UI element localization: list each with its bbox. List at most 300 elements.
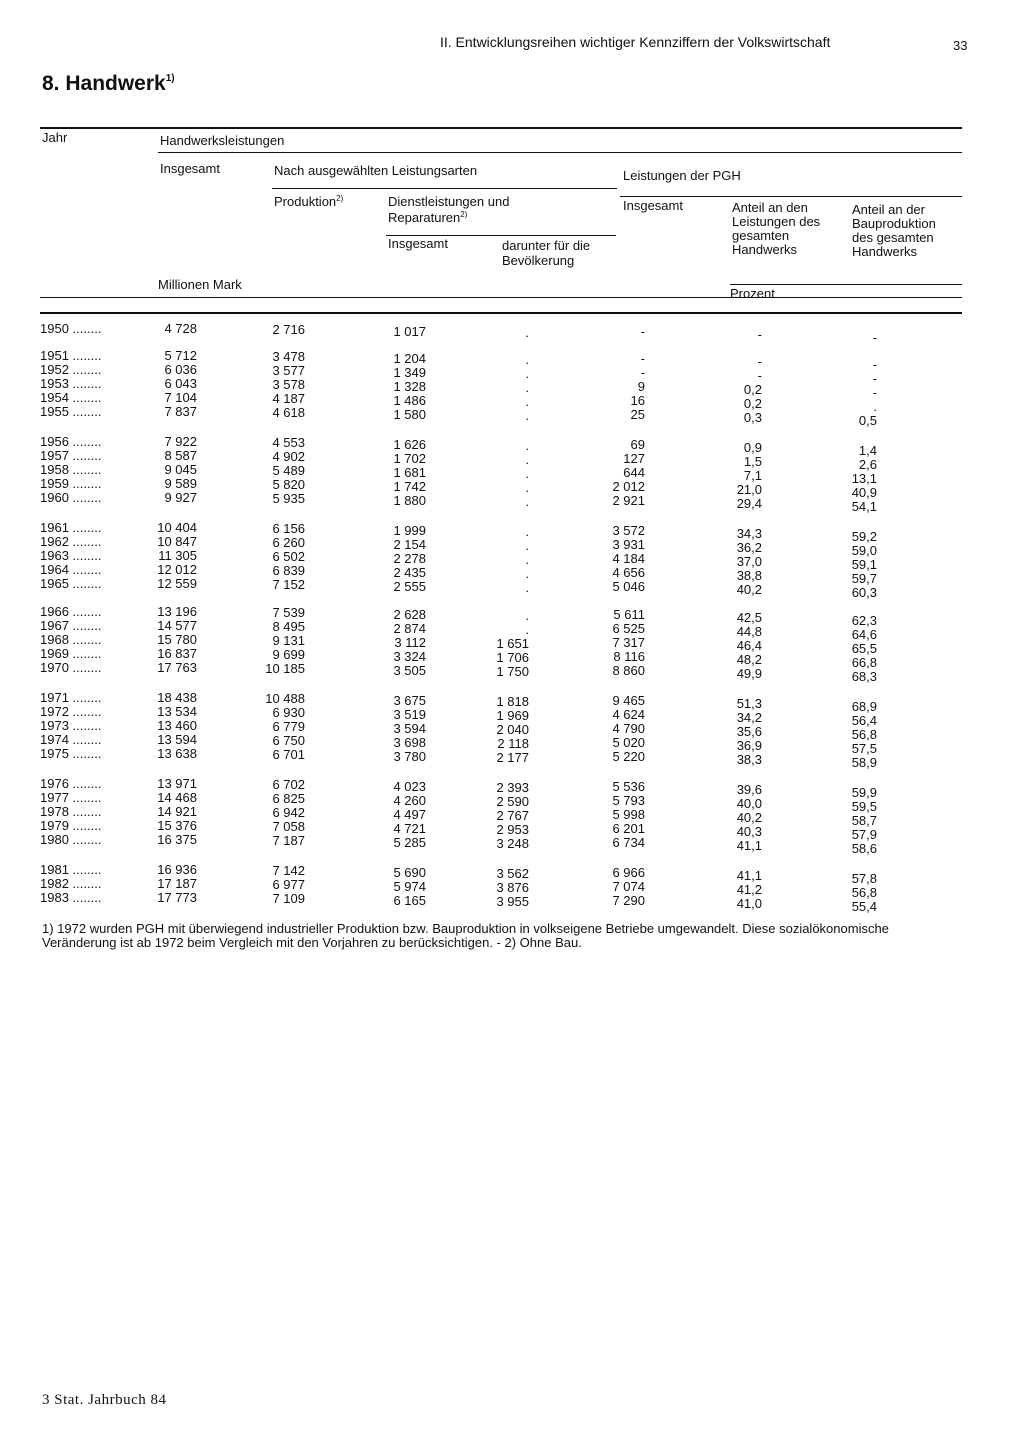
cell-bevoelkerung: 3 876 (496, 880, 529, 896)
cell-pgh-insgesamt: 9 (637, 379, 645, 395)
table-row-year: 1981 ........ (40, 862, 102, 877)
cell-pgh-insgesamt: 2 012 (612, 479, 645, 495)
cell-anteil-leistungen: 0,9 (743, 440, 762, 455)
unit-label-millionen: Millionen Mark (158, 277, 242, 292)
cell-anteil-bauproduktion: - (872, 330, 877, 345)
cell-dienstleistungen: 3 780 (393, 749, 426, 765)
cell-pgh-insgesamt: 4 656 (612, 565, 645, 581)
cell-pgh-insgesamt: 7 290 (612, 893, 645, 909)
table-row-year: 1965 ........ (40, 576, 102, 592)
cell-produktion: 4 902 (272, 449, 305, 465)
cell-bevoelkerung: . (525, 394, 529, 410)
cell-insgesamt: 16 375 (157, 832, 197, 848)
cell-anteil-leistungen: 7,1 (743, 468, 762, 484)
cell-insgesamt: 16 936 (157, 862, 197, 877)
cell-insgesamt: 12 012 (157, 562, 197, 578)
cell-dienstleistungen: 5 690 (393, 865, 426, 880)
table-row-year: 1956 ........ (40, 434, 102, 449)
cell-produktion: 5 820 (272, 477, 305, 493)
col-header-anteil-bau-line1: Anteil an der (852, 202, 925, 217)
cell-pgh-insgesamt: 2 921 (612, 493, 645, 509)
cell-pgh-insgesamt: - (640, 324, 645, 339)
cell-pgh-insgesamt: 6 966 (612, 865, 645, 880)
cell-produktion: 6 930 (272, 705, 305, 721)
cell-produktion: 10 185 (265, 661, 305, 677)
cell-produktion: 7 539 (272, 605, 305, 620)
cell-anteil-leistungen: 34,2 (736, 710, 762, 726)
cell-anteil-bauproduktion: 59,5 (851, 799, 877, 815)
col-header-produktion-note: 2) (336, 194, 344, 203)
cell-produktion: 6 942 (272, 805, 305, 821)
cell-anteil-leistungen: 41,1 (736, 838, 762, 854)
cell-anteil-leistungen: 44,8 (736, 624, 762, 640)
cell-dienstleistungen: 1 204 (393, 351, 426, 366)
unit-label-prozent: Prozent (730, 286, 775, 301)
table-row-year: 1975 ........ (40, 746, 102, 762)
cell-produktion: 6 502 (272, 549, 305, 565)
cell-anteil-leistungen: 1,5 (743, 454, 762, 470)
cell-anteil-leistungen: 0,2 (743, 396, 762, 412)
cell-insgesamt: 9 927 (164, 490, 197, 506)
cell-anteil-leistungen: 49,9 (736, 666, 762, 682)
cell-produktion: 6 825 (272, 791, 305, 807)
col-header-bevoelkerung-line2: Bevölkerung (502, 253, 575, 268)
table-row-year: 1977 ........ (40, 790, 102, 806)
cell-bevoelkerung: . (525, 622, 529, 638)
group-header-leistungsarten: Nach ausgewählten Leistungsarten (274, 163, 478, 178)
cell-anteil-bauproduktion: 2,6 (858, 457, 877, 473)
col-header-pgh-insgesamt: Insgesamt (623, 198, 683, 213)
cell-produktion: 7 152 (272, 577, 305, 593)
cell-pgh-insgesamt: 3 931 (612, 537, 645, 553)
table-row-year: 1983 ........ (40, 890, 102, 906)
section-title (42, 72, 175, 96)
cell-dienstleistungen: 1 880 (393, 493, 426, 509)
cell-insgesamt: 15 376 (157, 818, 197, 834)
table-row-year: 1954 ........ (40, 390, 102, 406)
cell-anteil-leistungen: 38,3 (736, 752, 762, 768)
table-row-year: 1966 ........ (40, 604, 102, 619)
cell-anteil-bauproduktion: 60,3 (851, 585, 877, 601)
cell-pgh-insgesamt: 9 465 (612, 693, 645, 708)
cell-bevoelkerung: 2 118 (497, 736, 529, 752)
cell-anteil-bauproduktion: 68,9 (851, 699, 877, 714)
group-header-dienstleistungen-text: Reparaturen (388, 210, 461, 225)
group-header-handwerksleistungen: Handwerksleistungen (160, 133, 285, 148)
cell-dienstleistungen: 2 628 (393, 607, 426, 622)
cell-bevoelkerung: . (525, 380, 529, 396)
cell-produktion: 7 058 (272, 819, 305, 835)
cell-pgh-insgesamt: 3 572 (612, 523, 645, 538)
running-head: II. Entwicklungsreihen wichtiger Kennziffern der Volkswirtschaft (440, 34, 831, 50)
cell-produktion: 2 716 (272, 322, 305, 337)
cell-bevoelkerung: . (525, 408, 529, 424)
cell-insgesamt: 17 773 (157, 890, 197, 906)
cell-produktion: 4 618 (272, 405, 305, 421)
cell-anteil-bauproduktion: 58,7 (851, 813, 877, 829)
cell-dienstleistungen: 3 675 (393, 693, 426, 708)
col-header-dl-insgesamt: Insgesamt (388, 236, 448, 251)
bottom-code: 3 Stat. Jahrbuch 84 (42, 1392, 167, 1408)
cell-dienstleistungen: 5 974 (393, 879, 426, 895)
cell-bevoelkerung: . (525, 452, 529, 468)
cell-bevoelkerung: . (525, 552, 529, 568)
cell-produktion: 3 478 (272, 349, 305, 364)
cell-insgesamt: 9 589 (164, 476, 197, 492)
rule-handwerksleistungen (158, 152, 962, 153)
cell-dienstleistungen: 4 497 (393, 807, 426, 823)
cell-insgesamt: 13 460 (157, 718, 197, 734)
cell-dienstleistungen: 1 681 (393, 465, 426, 481)
table-row-year: 1964 ........ (40, 562, 102, 578)
cell-pgh-insgesamt: 644 (623, 465, 645, 481)
cell-bevoelkerung: . (525, 538, 529, 554)
cell-bevoelkerung: 1 706 (496, 650, 529, 666)
cell-insgesamt: 6 036 (164, 362, 197, 378)
col-header-anteil-leistungen-line1: Anteil an den (732, 200, 808, 215)
cell-insgesamt: 13 534 (157, 704, 197, 720)
table-row-year: 1982 ........ (40, 876, 102, 892)
cell-anteil-bauproduktion: 56,8 (851, 885, 877, 901)
cell-bevoelkerung: . (525, 480, 529, 496)
cell-anteil-leistungen: 40,3 (736, 824, 762, 840)
cell-anteil-leistungen: 38,8 (736, 568, 762, 584)
cell-dienstleistungen: 3 324 (393, 649, 426, 665)
cell-anteil-bauproduktion: 59,7 (851, 571, 877, 587)
cell-dienstleistungen: 3 594 (393, 721, 426, 737)
cell-insgesamt: 7 922 (164, 434, 197, 449)
table-row-year: 1951 ........ (40, 348, 102, 363)
cell-anteil-leistungen: 51,3 (736, 696, 762, 711)
table-row-year: 1972 ........ (40, 704, 102, 720)
cell-bevoelkerung: 3 562 (496, 866, 529, 881)
rule-units (40, 297, 962, 298)
cell-pgh-insgesamt: 5 536 (612, 779, 645, 794)
cell-produktion: 9 131 (272, 633, 305, 649)
cell-dienstleistungen: 1 328 (393, 379, 426, 395)
cell-produktion: 7 142 (272, 863, 305, 878)
cell-bevoelkerung: . (525, 438, 529, 453)
cell-pgh-insgesamt: - (640, 351, 645, 366)
cell-produktion: 10 488 (265, 691, 305, 706)
cell-dienstleistungen: 2 435 (393, 565, 426, 581)
group-header-dienstleistungen-line2 (388, 208, 467, 225)
cell-anteil-bauproduktion: 56,4 (851, 713, 877, 729)
cell-anteil-leistungen: 21,0 (736, 482, 762, 498)
cell-insgesamt: 13 971 (157, 776, 197, 791)
cell-anteil-leistungen: 46,4 (736, 638, 762, 654)
cell-bevoelkerung: 2 767 (496, 808, 529, 824)
table-row-year: 1952 ........ (40, 362, 102, 378)
section-title-text: 8. Handwerk (42, 72, 166, 95)
cell-anteil-bauproduktion: 65,5 (851, 641, 877, 657)
cell-anteil-bauproduktion: . (873, 399, 877, 415)
cell-anteil-leistungen: 40,2 (736, 810, 762, 826)
cell-produktion: 4 187 (272, 391, 305, 407)
cell-anteil-bauproduktion: 55,4 (851, 899, 877, 915)
cell-pgh-insgesamt: 4 624 (612, 707, 645, 723)
table-row-year: 1959 ........ (40, 476, 102, 492)
cell-pgh-insgesamt: 127 (623, 451, 645, 467)
col-header-anteil-leistungen-line3: gesamten (732, 228, 790, 243)
cell-anteil-leistungen: - (757, 368, 762, 384)
cell-produktion: 4 553 (272, 435, 305, 450)
cell-produktion: 7 187 (272, 833, 305, 849)
cell-pgh-insgesamt: 5 611 (613, 607, 645, 622)
cell-anteil-bauproduktion: 59,2 (851, 529, 877, 544)
cell-anteil-leistungen: 37,0 (736, 554, 762, 570)
cell-bevoelkerung: . (525, 366, 529, 382)
cell-pgh-insgesamt: 69 (630, 437, 645, 452)
cell-anteil-leistungen: 29,4 (736, 496, 762, 512)
cell-anteil-bauproduktion: 13,1 (851, 471, 877, 487)
cell-anteil-bauproduktion: 57,8 (851, 871, 877, 886)
table-header-bottom-rule (40, 312, 962, 314)
cell-produktion: 5 489 (272, 463, 305, 479)
col-header-produktion-text: Produktion (274, 194, 337, 209)
rule-pgh (620, 196, 962, 197)
cell-insgesamt: 14 577 (157, 618, 197, 634)
cell-insgesamt: 17 763 (157, 660, 197, 676)
cell-insgesamt: 4 728 (164, 321, 197, 336)
cell-insgesamt: 7 104 (164, 390, 197, 406)
cell-dienstleistungen: 2 555 (393, 579, 426, 595)
cell-anteil-leistungen: 34,3 (736, 526, 762, 541)
col-header-insgesamt: Insgesamt (160, 161, 220, 176)
cell-dienstleistungen: 2 874 (393, 621, 426, 637)
cell-produktion: 6 750 (272, 733, 305, 749)
table-row-year: 1979 ........ (40, 818, 102, 834)
col-header-anteil-leistungen-line2: Leistungen des (732, 214, 821, 229)
cell-bevoelkerung: . (525, 580, 529, 596)
cell-dienstleistungen: 3 112 (394, 635, 426, 651)
cell-anteil-leistungen: 41,0 (736, 896, 762, 912)
cell-anteil-leistungen: 42,5 (736, 610, 762, 625)
cell-insgesamt: 13 196 (157, 604, 197, 619)
cell-anteil-bauproduktion: 58,6 (851, 841, 877, 857)
cell-anteil-leistungen: 41,1 (736, 868, 762, 883)
group-header-dienstleistungen-line1: Dienstleistungen und (388, 194, 510, 209)
table-row-year: 1958 ........ (40, 462, 102, 478)
cell-dienstleistungen: 3 698 (393, 735, 426, 751)
cell-insgesamt: 16 837 (157, 646, 197, 662)
cell-anteil-bauproduktion: - (872, 357, 877, 372)
cell-produktion: 6 260 (272, 535, 305, 551)
group-header-pgh: Leistungen der PGH (623, 168, 741, 183)
table-row-year: 1978 ........ (40, 804, 102, 820)
cell-insgesamt: 14 921 (157, 804, 197, 820)
cell-pgh-insgesamt: 8 860 (612, 663, 645, 679)
cell-bevoelkerung: . (525, 325, 529, 340)
cell-pgh-insgesamt: 7 317 (612, 635, 645, 651)
cell-pgh-insgesamt: 8 116 (613, 649, 645, 665)
col-header-anteil-bau-line3: des gesamten (852, 230, 934, 245)
cell-anteil-bauproduktion: 1,4 (858, 443, 877, 458)
table-row-year: 1961 ........ (40, 520, 102, 535)
cell-bevoelkerung: 3 955 (496, 894, 529, 910)
cell-anteil-leistungen: 39,6 (736, 782, 762, 797)
table-row-year: 1968 ........ (40, 632, 102, 648)
cell-pgh-insgesamt: 5 793 (612, 793, 645, 809)
table-row-year: 1974 ........ (40, 732, 102, 748)
cell-insgesamt: 6 043 (164, 376, 197, 392)
cell-insgesamt: 10 847 (157, 534, 197, 550)
cell-produktion: 6 779 (272, 719, 305, 735)
cell-bevoelkerung: . (525, 466, 529, 482)
cell-bevoelkerung: . (525, 494, 529, 510)
cell-pgh-insgesamt: 5 020 (612, 735, 645, 751)
page-number: 33 (953, 38, 968, 53)
table-row-year: 1969 ........ (40, 646, 102, 662)
table-row-year: 1973 ........ (40, 718, 102, 734)
cell-insgesamt: 8 587 (164, 448, 197, 464)
cell-anteil-bauproduktion: 62,3 (851, 613, 877, 628)
cell-anteil-leistungen: 40,2 (736, 582, 762, 598)
cell-bevoelkerung: 2 590 (496, 794, 529, 810)
cell-anteil-bauproduktion: 57,5 (851, 741, 877, 757)
cell-anteil-bauproduktion: 59,0 (851, 543, 877, 559)
cell-pgh-insgesamt: 7 074 (612, 879, 645, 895)
cell-insgesamt: 7 837 (164, 404, 197, 420)
cell-anteil-bauproduktion: 58,9 (851, 755, 877, 771)
cell-bevoelkerung: . (525, 524, 529, 539)
cell-produktion: 3 577 (272, 363, 305, 379)
cell-bevoelkerung: 1 651 (496, 636, 529, 652)
cell-dienstleistungen: 2 278 (393, 551, 426, 567)
cell-anteil-bauproduktion: 66,8 (851, 655, 877, 671)
cell-insgesamt: 13 594 (157, 732, 197, 748)
col-header-year: Jahr (42, 130, 68, 145)
cell-produktion: 6 702 (272, 777, 305, 792)
cell-anteil-bauproduktion: 57,9 (851, 827, 877, 843)
cell-dienstleistungen: 4 023 (393, 779, 426, 794)
table-row-year: 1957 ........ (40, 448, 102, 464)
group-header-dienstleistungen-note: 2) (460, 210, 468, 219)
table-top-rule (40, 127, 962, 129)
cell-dienstleistungen: 3 505 (393, 663, 426, 679)
col-header-produktion (274, 192, 343, 209)
cell-pgh-insgesamt: - (640, 365, 645, 381)
table-row-year: 1980 ........ (40, 832, 102, 848)
col-header-bevoelkerung-line1: darunter für die (502, 238, 591, 253)
table-row-year: 1976 ........ (40, 776, 102, 791)
cell-anteil-bauproduktion: 54,1 (851, 499, 877, 515)
rule-leistungsarten (272, 188, 617, 189)
table-row-year: 1970 ........ (40, 660, 102, 676)
cell-bevoelkerung: 2 953 (496, 822, 529, 838)
table-row-year: 1967 ........ (40, 618, 102, 634)
cell-dienstleistungen: 4 260 (393, 793, 426, 809)
cell-insgesamt: 12 559 (157, 576, 197, 592)
cell-dienstleistungen: 1 702 (393, 451, 426, 467)
cell-dienstleistungen: 5 285 (393, 835, 426, 851)
cell-insgesamt: 11 305 (158, 548, 197, 564)
cell-anteil-bauproduktion: 68,3 (851, 669, 877, 685)
col-header-anteil-bau-line2: Bauproduktion (852, 216, 936, 231)
footnote: 1) 1972 wurden PGH mit überwiegend industrieller Produktion bzw. Bauproduktion in volkseigene Betriebe umgewandelt. Diese sozialökonomische Veränderung ist ab 1972 beim Vergleich mit den Vorjahren zu berücksichtigen. - 2) Ohne Bau. (42, 921, 889, 950)
cell-pgh-insgesamt: 5 220 (612, 749, 645, 765)
cell-anteil-leistungen: 0,3 (743, 410, 762, 426)
cell-dienstleistungen: 1 017 (393, 324, 426, 339)
cell-produktion: 6 839 (272, 563, 305, 579)
section-title-note: 1) (165, 73, 175, 84)
cell-dienstleistungen: 1 999 (393, 523, 426, 538)
cell-insgesamt: 18 438 (157, 690, 197, 705)
cell-pgh-insgesamt: 6 201 (612, 821, 645, 837)
col-header-anteil-leistungen-line4: Handwerks (732, 242, 798, 257)
cell-dienstleistungen: 1 349 (393, 365, 426, 381)
cell-dienstleistungen: 1 486 (393, 393, 426, 409)
cell-anteil-leistungen: 35,6 (736, 724, 762, 740)
cell-pgh-insgesamt: 4 790 (612, 721, 645, 737)
cell-dienstleistungen: 1 580 (393, 407, 426, 423)
cell-anteil-leistungen: 40,0 (736, 796, 762, 812)
table-row-year: 1971 ........ (40, 690, 102, 705)
table-row-year: 1963 ........ (40, 548, 102, 564)
cell-anteil-bauproduktion: 64,6 (851, 627, 877, 643)
cell-produktion: 6 977 (272, 877, 305, 893)
cell-anteil-leistungen: 41,2 (736, 882, 762, 898)
cell-anteil-leistungen: 48,2 (736, 652, 762, 668)
table-row-year: 1960 ........ (40, 490, 102, 506)
cell-anteil-bauproduktion: 56,8 (851, 727, 877, 743)
cell-produktion: 3 578 (272, 377, 305, 393)
rule-prozent (730, 284, 962, 285)
cell-anteil-leistungen: 36,2 (736, 540, 762, 556)
cell-bevoelkerung: 2 393 (496, 780, 529, 795)
table-row-year: 1962 ........ (40, 534, 102, 550)
cell-dienstleistungen: 1 742 (393, 479, 426, 495)
cell-pgh-insgesamt: 4 184 (612, 551, 645, 567)
cell-pgh-insgesamt: 6 734 (612, 835, 645, 851)
cell-anteil-bauproduktion: 40,9 (851, 485, 877, 501)
cell-bevoelkerung: 3 248 (496, 836, 529, 852)
cell-produktion: 5 935 (272, 491, 305, 507)
cell-bevoelkerung: 2 040 (496, 722, 529, 738)
cell-insgesamt: 9 045 (164, 462, 197, 478)
cell-bevoelkerung: 1 818 (496, 694, 529, 709)
cell-bevoelkerung: . (525, 566, 529, 582)
cell-pgh-insgesamt: 5 046 (612, 579, 645, 595)
cell-produktion: 6 156 (272, 521, 305, 536)
cell-dienstleistungen: 6 165 (393, 893, 426, 909)
cell-anteil-leistungen: 0,2 (743, 382, 762, 398)
cell-produktion: 9 699 (272, 647, 305, 663)
cell-produktion: 7 109 (272, 891, 305, 907)
cell-dienstleistungen: 4 721 (393, 821, 426, 837)
cell-dienstleistungen: 1 626 (393, 437, 426, 452)
cell-bevoelkerung: 2 177 (496, 750, 529, 766)
cell-produktion: 6 701 (272, 747, 305, 763)
cell-anteil-bauproduktion: 0,5 (858, 413, 877, 429)
col-header-anteil-bau-line4: Handwerks (852, 244, 918, 259)
cell-pgh-insgesamt: 6 525 (612, 621, 645, 637)
cell-produktion: 8 495 (272, 619, 305, 635)
cell-anteil-leistungen: - (757, 354, 762, 369)
cell-anteil-bauproduktion: - (872, 385, 877, 401)
table-row-year: 1950 ........ (40, 321, 102, 336)
cell-pgh-insgesamt: 16 (630, 393, 645, 409)
cell-anteil-bauproduktion: 59,1 (851, 557, 877, 573)
cell-anteil-bauproduktion: 59,9 (851, 785, 877, 800)
cell-bevoelkerung: 1 750 (496, 664, 529, 680)
cell-anteil-leistungen: 36,9 (736, 738, 762, 754)
cell-bevoelkerung: 1 969 (496, 708, 529, 724)
table-row-year: 1953 ........ (40, 376, 102, 392)
cell-dienstleistungen: 3 519 (393, 707, 426, 723)
cell-insgesamt: 10 404 (157, 520, 197, 535)
cell-insgesamt: 13 638 (157, 746, 197, 762)
